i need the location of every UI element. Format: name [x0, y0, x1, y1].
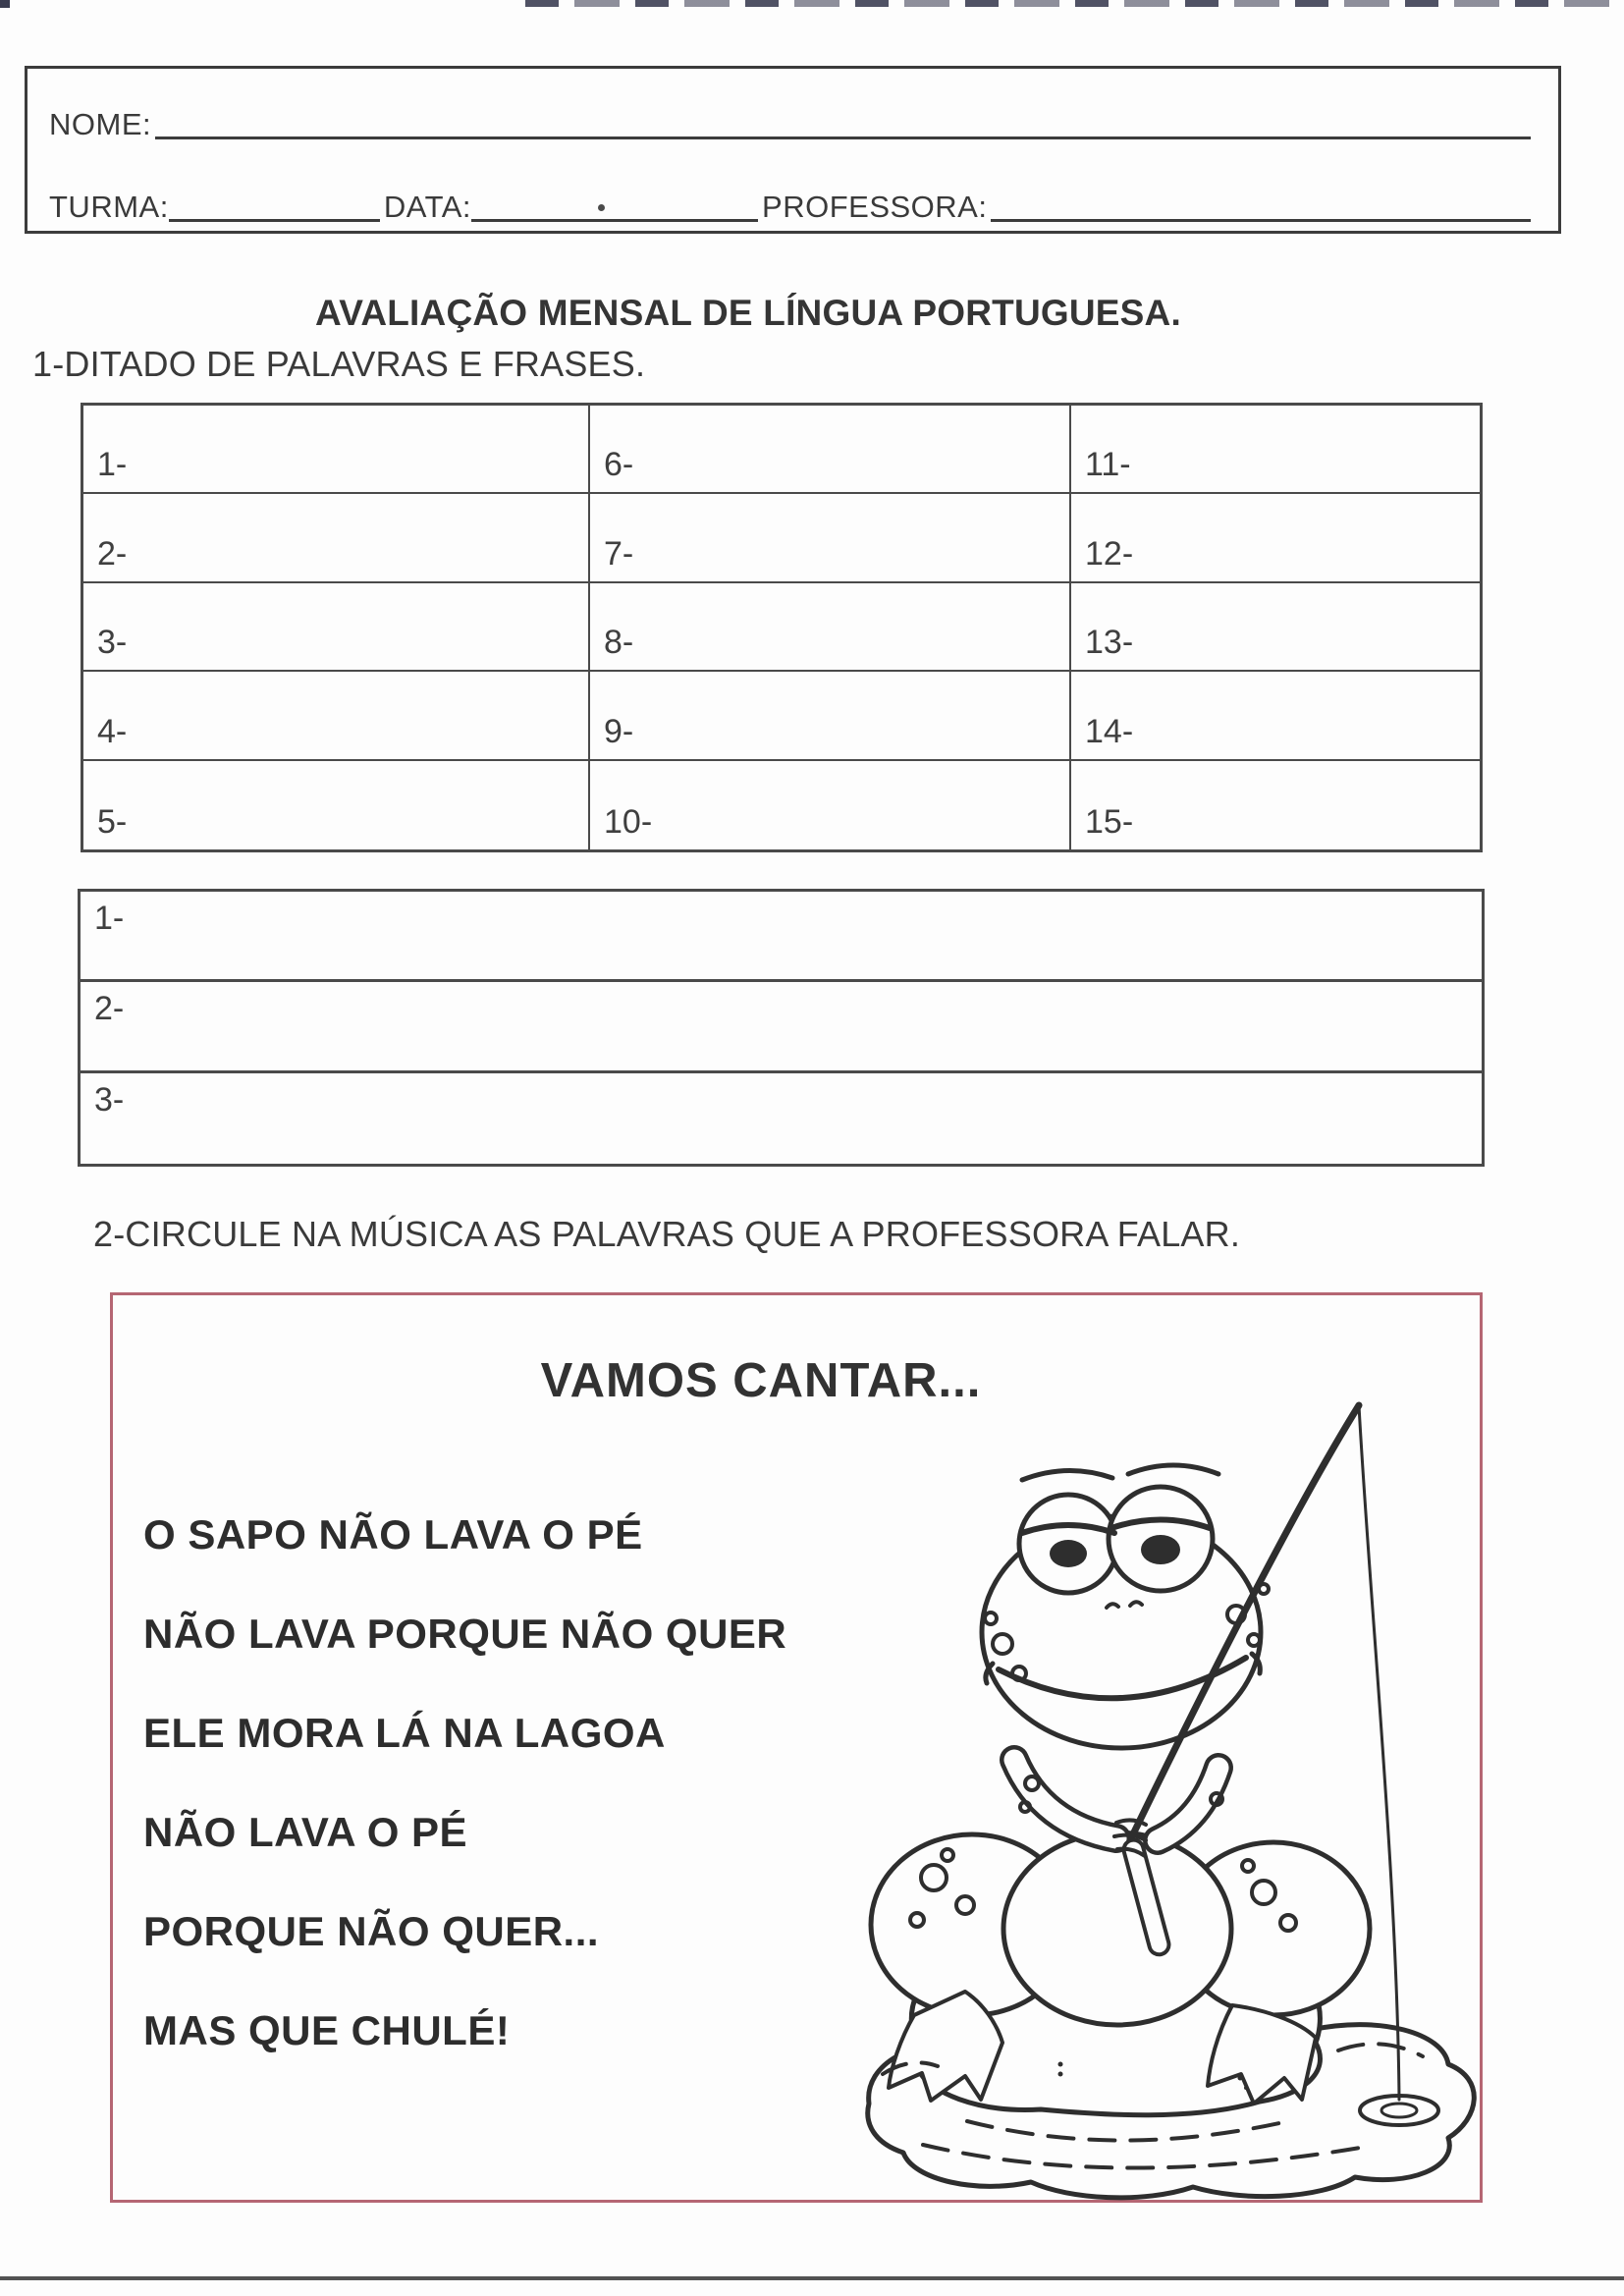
class-date-teacher-row [49, 175, 1531, 222]
song-lyrics [143, 1485, 786, 2080]
exam-title: AVALIAÇÃO MENSAL DE LÍNGUA PORTUGUESA. [315, 293, 1181, 333]
dictation-cell-2: 2- [83, 494, 590, 582]
dictation-cell-8: 8- [590, 583, 1071, 672]
dictation-cell-9: 9- [590, 672, 1071, 760]
frog-right-pupil [1141, 1535, 1180, 1564]
scan-artifact-corner [0, 0, 10, 8]
fishing-line [1359, 1405, 1399, 2100]
lyric-line: NÃO LAVA O PÉ [143, 1809, 468, 1855]
lyric-line: NÃO LAVA PORQUE NÃO QUER [143, 1611, 787, 1657]
sentence-row-2: 2- [81, 982, 1482, 1072]
name-blank-line [155, 127, 1531, 139]
sentence-row-1: 1- [81, 892, 1482, 982]
dictation-cell-3: 3- [83, 583, 590, 672]
dictation-cell-14: 14- [1071, 672, 1480, 760]
line-entry-ripple-inner [1381, 2104, 1417, 2117]
dictation-cell-13: 13- [1071, 583, 1480, 672]
dictation-cell-5: 5- [83, 761, 590, 849]
date-label: DATA: [383, 190, 472, 224]
sentence-row-3: 3- [94, 1080, 125, 1119]
song-title: VAMOS CANTAR... [540, 1354, 982, 1407]
frog-right-brow [1128, 1465, 1218, 1474]
dictation-cell-7: 7- [590, 494, 1071, 582]
teacher-label: PROFESSORA: [762, 190, 988, 224]
section2-heading: 2-CIRCULE NA MÚSICA AS PALAVRAS QUE A PROFESSORA FALAR. [93, 1214, 1241, 1254]
scan-artifact-top-strip [525, 0, 1624, 7]
dictation-sentence-box [78, 889, 1485, 1167]
frog-body [1003, 1832, 1231, 2025]
frog-left-foot [889, 1992, 1002, 2101]
student-info-box [25, 66, 1561, 234]
date-blank-line [471, 209, 758, 222]
teacher-blank-line [991, 209, 1531, 222]
class-blank-line [169, 209, 380, 222]
name-row [49, 92, 1531, 139]
lyric-line: MAS QUE CHULÉ! [143, 2007, 511, 2053]
dictation-cell-11: 11- [1071, 406, 1480, 494]
scan-artifact-bottom-line [0, 2276, 1624, 2280]
dictation-cell-4: 4- [83, 672, 590, 760]
class-label: TURMA: [49, 190, 169, 224]
lyric-line: ELE MORA LÁ NA LAGOA [143, 1710, 666, 1756]
dictation-cell-12: 12- [1071, 494, 1480, 582]
lyric-line: O SAPO NÃO LAVA O PÉ [143, 1511, 643, 1558]
section1-heading: 1-DITADO DE PALAVRAS E FRASES. [32, 344, 646, 384]
stray-pen-dot [598, 204, 605, 211]
frog-left-pupil [1050, 1540, 1087, 1567]
dictation-word-table [81, 403, 1483, 852]
dictation-cell-1: 1- [83, 406, 590, 494]
frog-arms [1014, 1760, 1218, 1840]
lyric-line: PORQUE NÃO QUER... [143, 1908, 600, 1954]
frog-left-brow [1022, 1470, 1112, 1480]
dictation-cell-15: 15- [1085, 803, 1134, 841]
dictation-cell-6: 6- [590, 406, 1071, 494]
dictation-cell-10: 10- [590, 761, 1071, 849]
frog-fishing-illustration [820, 1387, 1502, 2207]
name-label: NOME: [49, 107, 152, 141]
